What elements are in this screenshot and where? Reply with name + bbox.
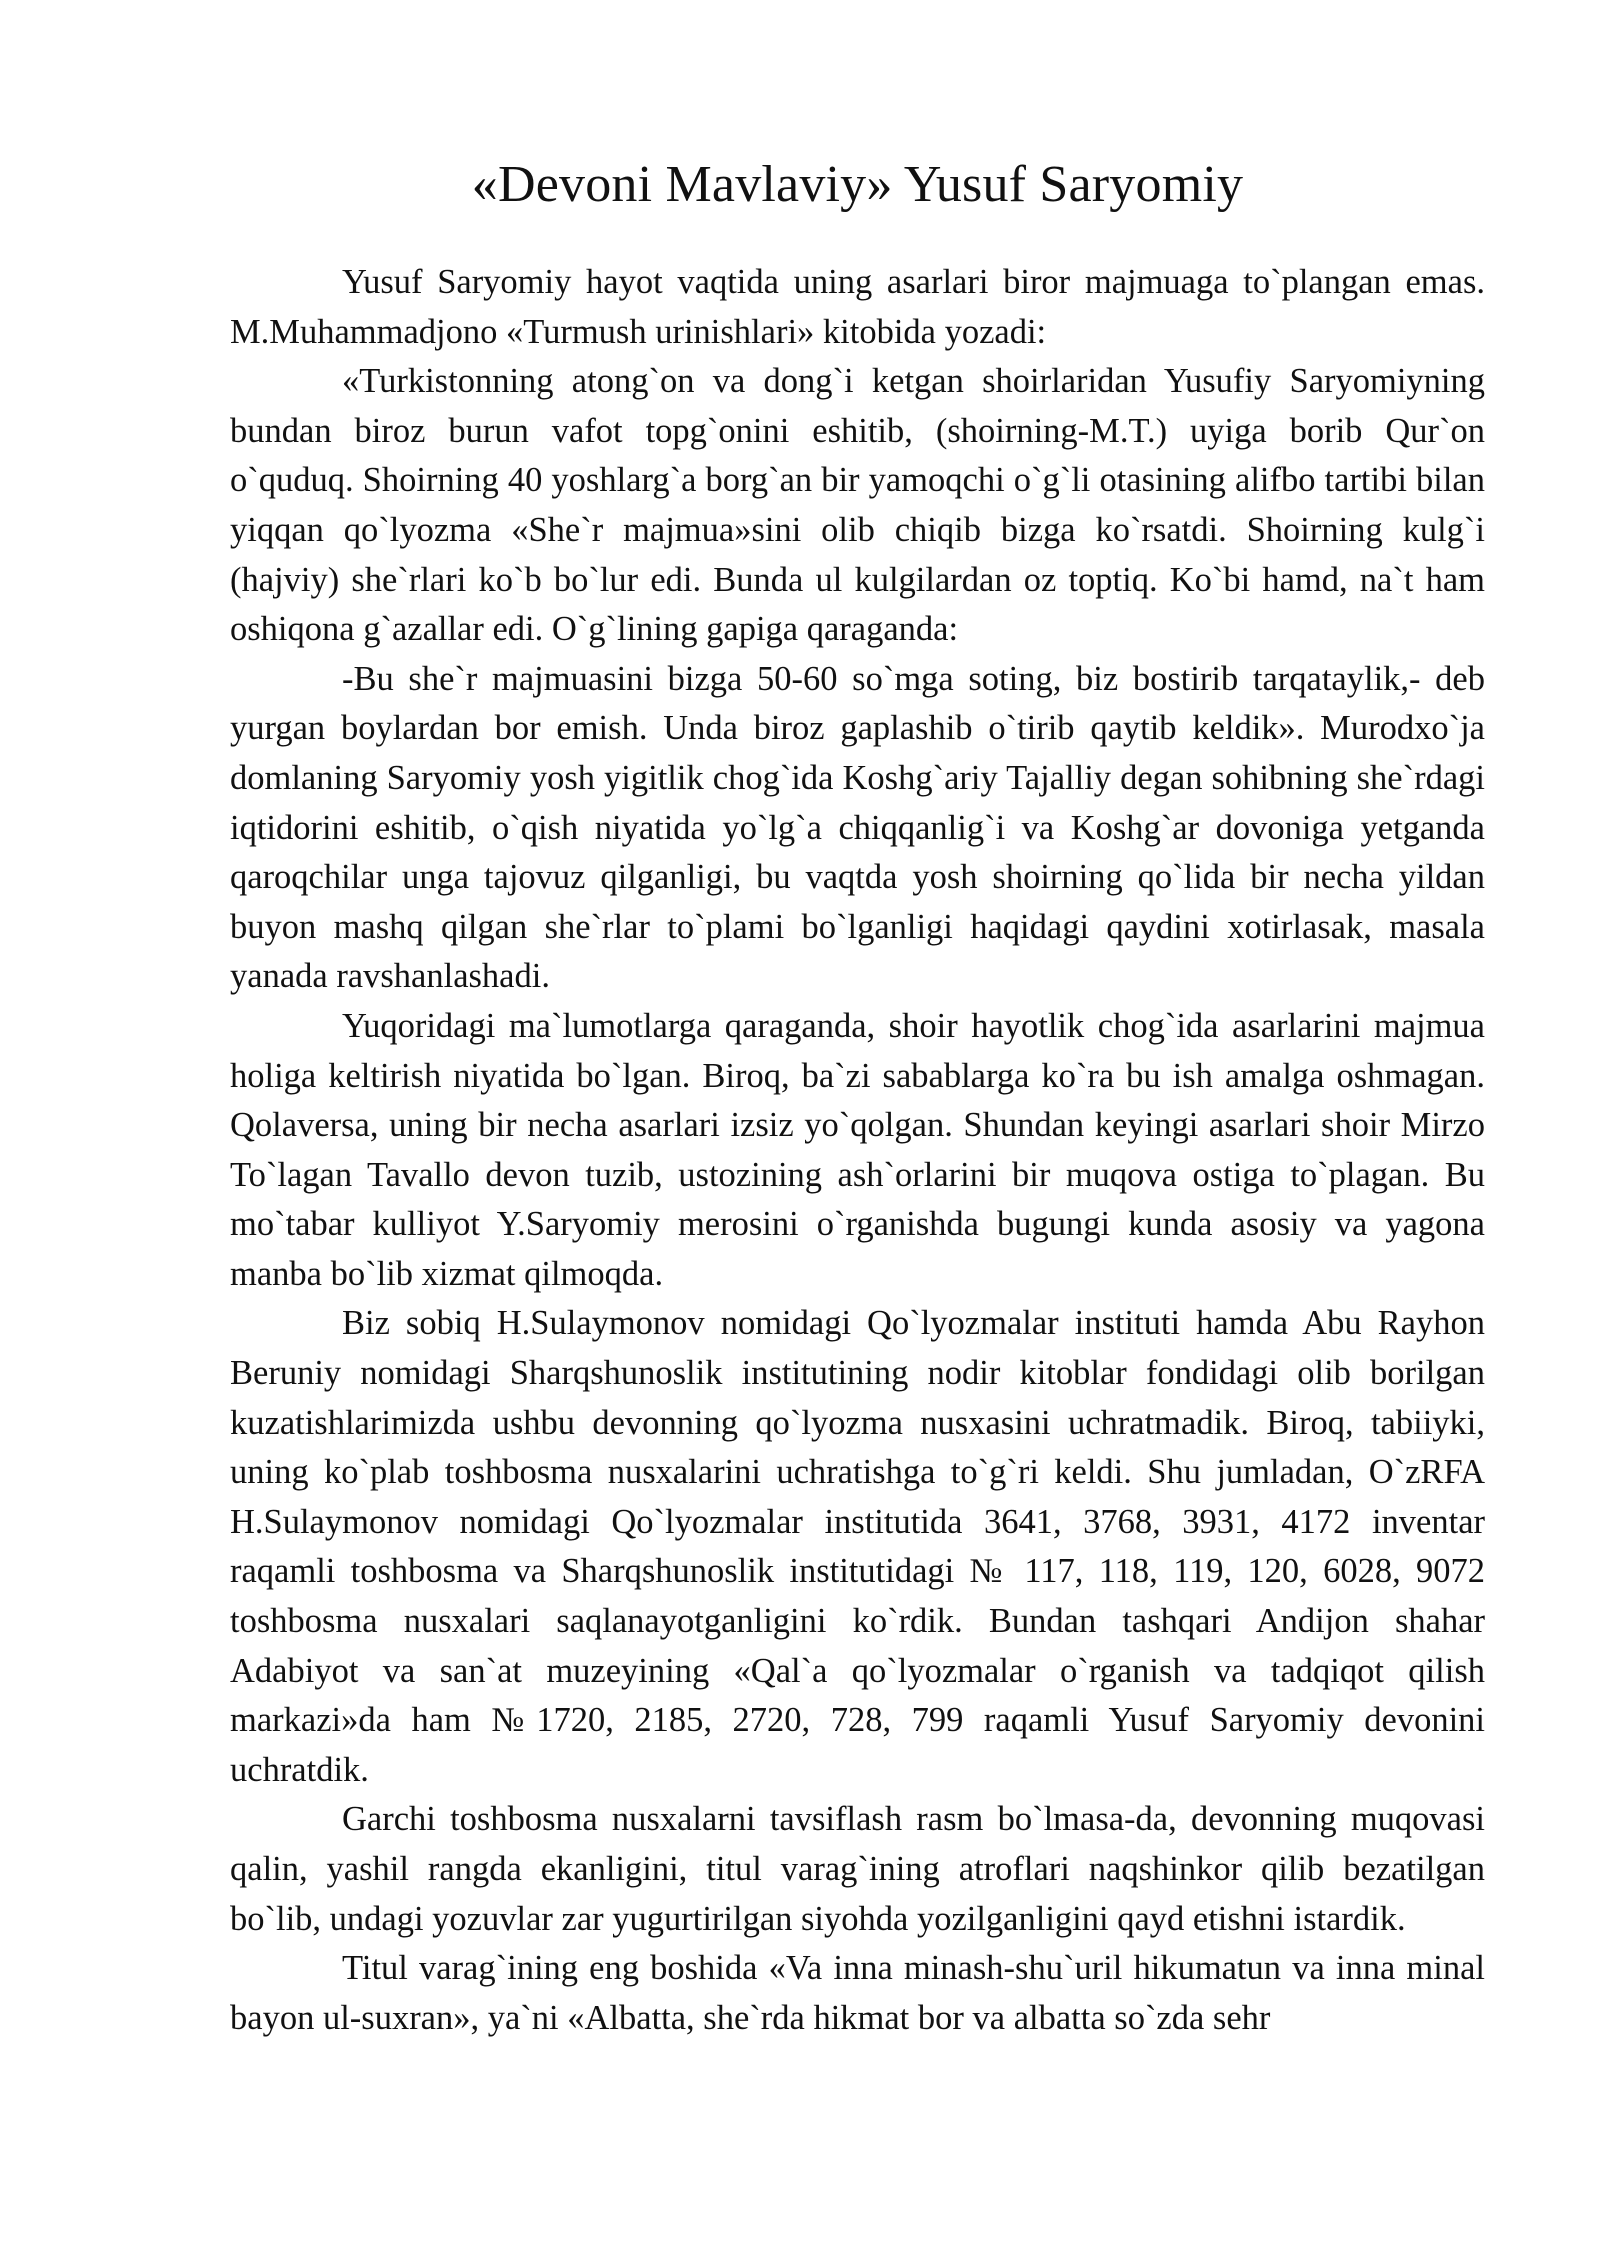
paragraph: Yusuf Saryomiy hayot vaqtida uning asarlari biror majmuaga to`plangan emas. M.Muhammadjono «Turmush urinishlari» kitobida yozadi: xyxy=(230,263,1485,351)
paragraph: Yuqoridagi ma`lumotlarga qaraganda, shoir hayotlik chog`ida asarlarini majmua holiga keltirish niyatida bo`lgan. Biroq, ba`zi sabablarga ko`ra bu ish amalga oshmagan. Qolaversa, uning bir necha asarlari izsiz yo`qolgan. Shundan keyingi asarlari shoir Mirzo To`lagan Tavallo devon tuzib, ustozining ash`orlarini bir muqova ostiga to`plagan. Bu mo`tabar kulliyot Y.Saryomiy merosini o`rganishda bugungi kunda asosiy va yagona manba bo`lib xizmat qilmoqda. xyxy=(230,1006,1485,1293)
document-page xyxy=(230,150,1485,2043)
paragraph: «Turkistonning atong`on va dong`i ketgan shoirlaridan Yusufiy Saryomiyning bundan biroz burun vafot topg`onini eshitib, (shoirning-M.T.) uyiga borib Qur`on o`quduq. Shoirning 40 yoshlarg`a borg`an bir yamoqchi o`g`li otasining alifbo tartibi bilan yiqqan qo`lyozma «She`r majmua»sini olib chiqib bizga ko`rsatdi. Shoirning kulg`i (hajviy) she`rlari ko`b bo`lur edi. Bunda ul kulgilardan oz toptiq. Ko`bi hamd, na`t ham oshiqona g`azallar edi. O`g`lining gapiga qaraganda: xyxy=(230,362,1485,649)
paragraph: Garchi toshbosma nusxalarni tavsiflash rasm bo`lmasa-da, devonning muqovasi qalin, yashil rangda ekanligini, titul varag`ining atroflari naqshinkor qilib bezatilgan bo`lib, undagi yozuvlar zar yugurtirilgan siyohda yozilganligini qayd etishni istardik. xyxy=(230,1800,1485,1938)
paragraph: -Bu she`r majmuasini bizga 50-60 so`mga soting, biz bostirib tarqataylik,- deb yurgan boylardan bor emish. Unda biroz gaplashib o`tirib qaytib keldik». Murodxo`ja domlaning Saryomiy yosh yigitlik chog`ida Koshg`ariy Tajalliy degan sohibning she`rdagi iqtidorini eshitib, o`qish niyatida yo`lg`a chiqqanlig`i va Koshg`ar dovoniga yetganda qaroqchilar unga tajovuz qilganligi, bu vaqtda yosh shoirning qo`lida bir necha yildan buyon mashq qilgan she`rlar to`plami bo`lganligi haqidagi qaydini xotirlasak, masala yanada ravshanlashadi. xyxy=(230,659,1485,996)
document-title: «Devoni Mavlaviy» Yusuf Saryomiy xyxy=(471,156,1244,213)
paragraph: Titul varag`ining eng boshida «Va inna minash-shu`uril hikumatun va inna minal bayon ul-suxran», ya`ni «Albatta, she`rda hikmat bor va albatta so`zda sehr xyxy=(230,1949,1485,2037)
paragraph: Biz sobiq H.Sulaymonov nomidagi Qo`lyozmalar instituti hamda Abu Rayhon Beruniy nomidagi Sharqshunoslik institutining nodir kitoblar fondidagi olib borilgan kuzatishlarimizda ushbu devonning qo`lyozma nusxasini uchratmadik. Biroq, tabiiyki, uning ko`plab toshbosma nusxalarini uchratishga to`g`ri keldi. Shu jumladan, O`zRFA H.Sulaymonov nomidagi Qo`lyozmalar institutida 3641, 3768, 3931, 4172 inventar raqamli toshbosma va Sharqshunoslik institutidagi № 117, 118, 119, 120, 6028, 9072 toshbosma nusxalari saqlanayotganligini ko`rdik. Bundan tashqari Andijon shahar Adabiyot va san`at muzeyining «Qal`a qo`lyozmalar o`rganish va tadqiqot qilish markazi»da ham №1720, 2185, 2720, 728, 799 raqamli Yusuf Saryomiy devonini uchratdik. xyxy=(230,1304,1485,1789)
